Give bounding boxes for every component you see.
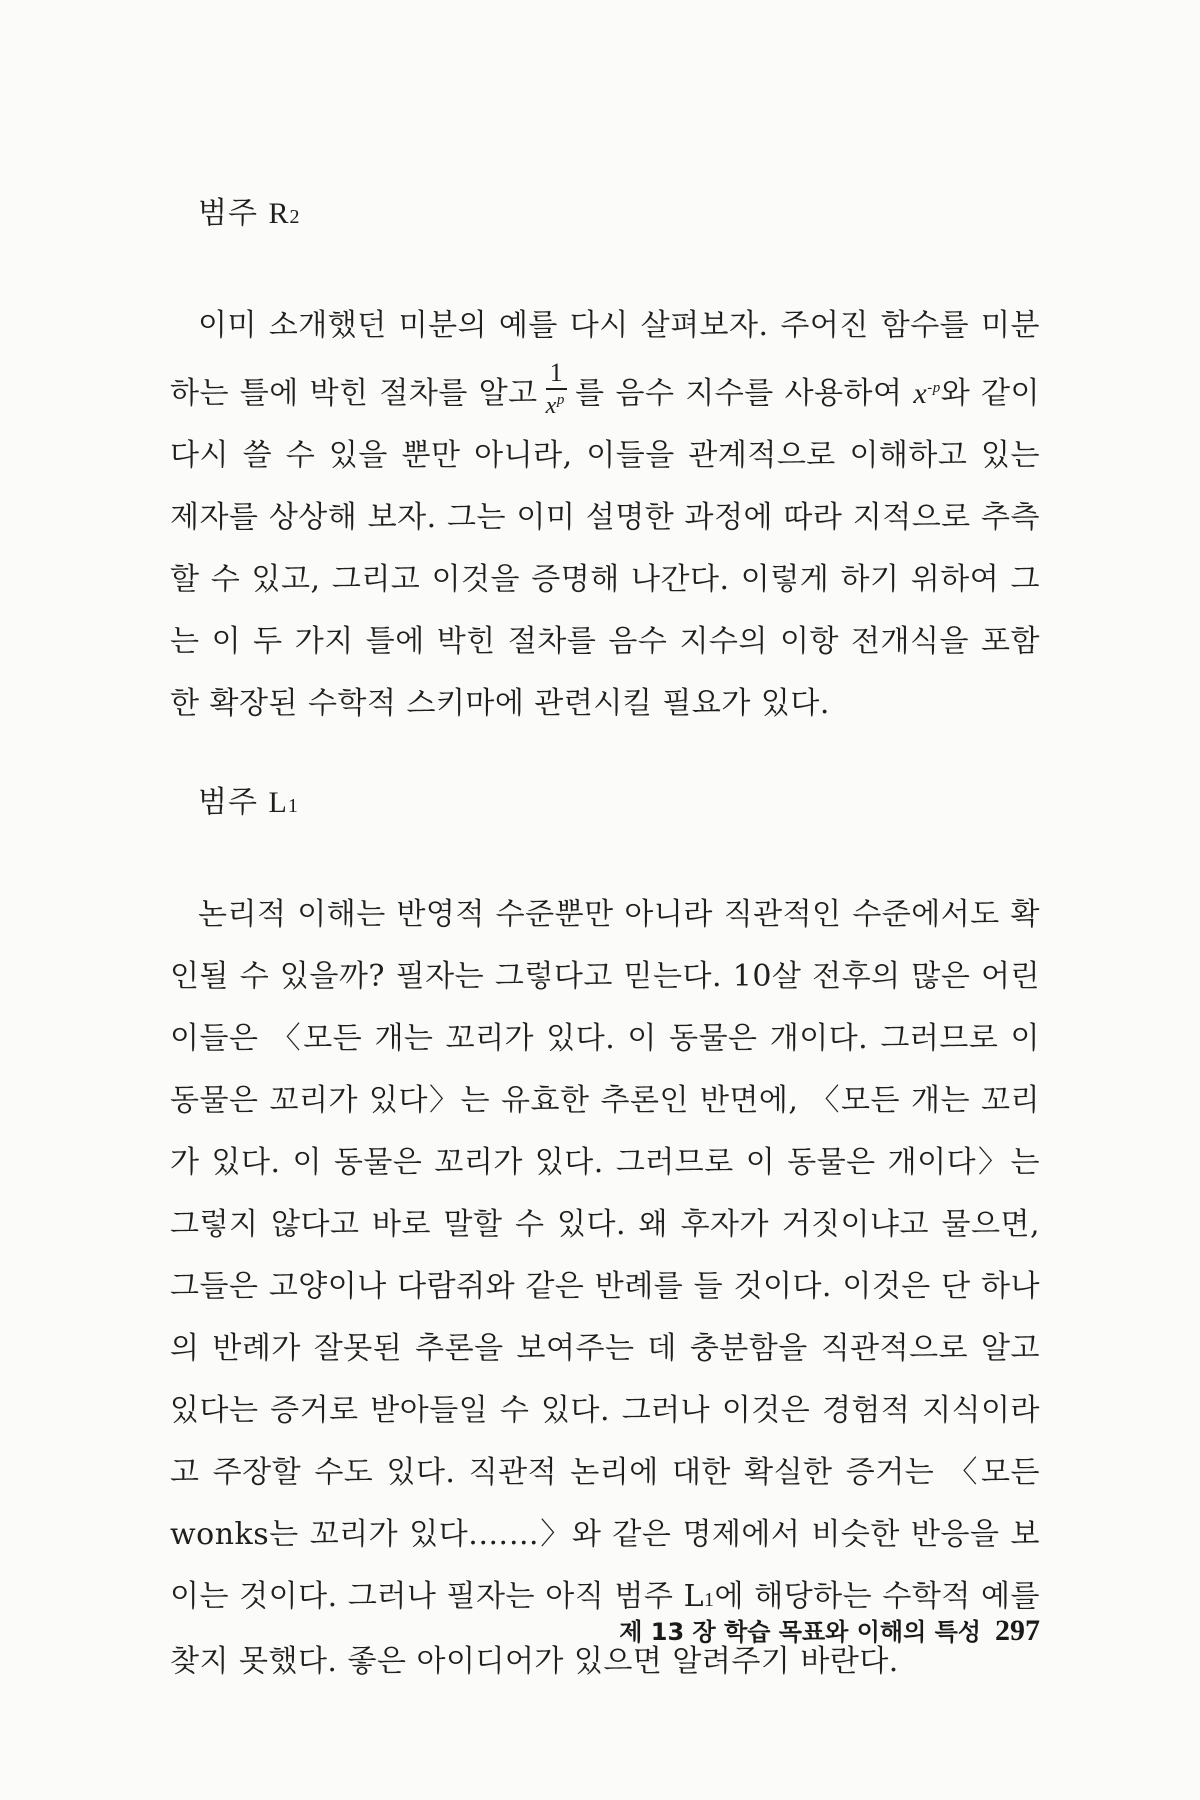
section-heading-l1 [198, 779, 1040, 830]
math-x-power-minus-p: $x^{-p}$ [913, 377, 941, 410]
paragraph-l1-part2: 에 해당하는 수학적 예를 찾지 못했다. 좋은 아이디어가 있으면 알려주기 바란다. [170, 1579, 1040, 1679]
section-heading-r2 [198, 190, 1040, 241]
page-content [170, 190, 1040, 1693]
paragraph-l1 [170, 884, 1040, 1693]
heading-prefix: 범주 [198, 785, 269, 820]
inline-subscript: 1 [704, 1589, 715, 1611]
heading-letter: L [268, 786, 288, 819]
heading-prefix: 범주 [198, 196, 269, 231]
heading-subscript: 2 [289, 206, 301, 228]
heading-subscript: 1 [287, 795, 299, 817]
paragraph-r2-part2: 를 음수 지수를 사용하여 [575, 376, 903, 411]
fraction-one-over-x-p [546, 360, 568, 418]
fraction-numerator: 1 [546, 360, 568, 390]
paragraph-r2-part3: 와 같이 다시 쓸 수 있을 뿐만 아니라, 이들을 관계적으로 이해하고 있는 제자를 상상해 보자. 그는 이미 설명한 과정에 따라 지적으로 추측할 수 있고, 그리고 이것을 증명해 나간다. 이렇게 하기 위하여 그는 이 두 가지 틀에 박힌 절차를 음수 지수의 이항 전개식을 포함한 확장된 수학적 스키마에 관련시킬 필요가 있다. [170, 376, 1040, 721]
paragraph-r2-part1: 이미 소개했던 미분의 예를 다시 살펴보자. 주어진 함수를 미분하는 틀에 박힌 절차를 알고 [170, 308, 1040, 411]
paragraph-l1-part1: 논리적 이해는 반영적 수준뿐만 아니라 직관적인 수준에서도 확인될 수 있을까? 필자는 그렇다고 믿는다. 10살 전후의 많은 어린이들은 〈모든 개는 꼬리가 있다. 이 동물은 개이다. 그러므로 이 동물은 꼬리가 있다〉는 유효한 추론인 반면에, 〈모든 개는 꼬리가 있다. 이 동물은 꼬리가 있다. 그러므로 이 동물은 개이다〉는 그렇지 않다고 바로 말할 수 있다. 왜 후자가 거짓이냐고 물으면, 그들은 고양이나 다람쥐와 같은 반례를 들 것이다. 이것은 단 하나의 반례가 잘못된 추론을 보여주는 데 충분함을 직관적으로 알고 있다는 증거로 받아들일 수 있다. 그러나 이것은 경험적 지식이라고 주장할 수도 있다. 직관적 논리에 대한 확실한 증거는 〈모든 wonks는 꼬리가 있다.……〉와 같은 명제에서 비슷한 반응을 보이는 것이다. 그러나 필자는 아직 범주 L [170, 897, 1040, 1614]
paragraph-r2 [170, 295, 1040, 735]
page-footer [170, 1612, 1040, 1648]
heading-letter: R [268, 197, 290, 230]
fraction-denominator: $x^p$ [545, 392, 565, 419]
page-number: 297 [995, 1614, 1040, 1647]
running-footer-chapter: 제 13 장 학습 목표와 이해의 특성 [619, 1618, 981, 1646]
